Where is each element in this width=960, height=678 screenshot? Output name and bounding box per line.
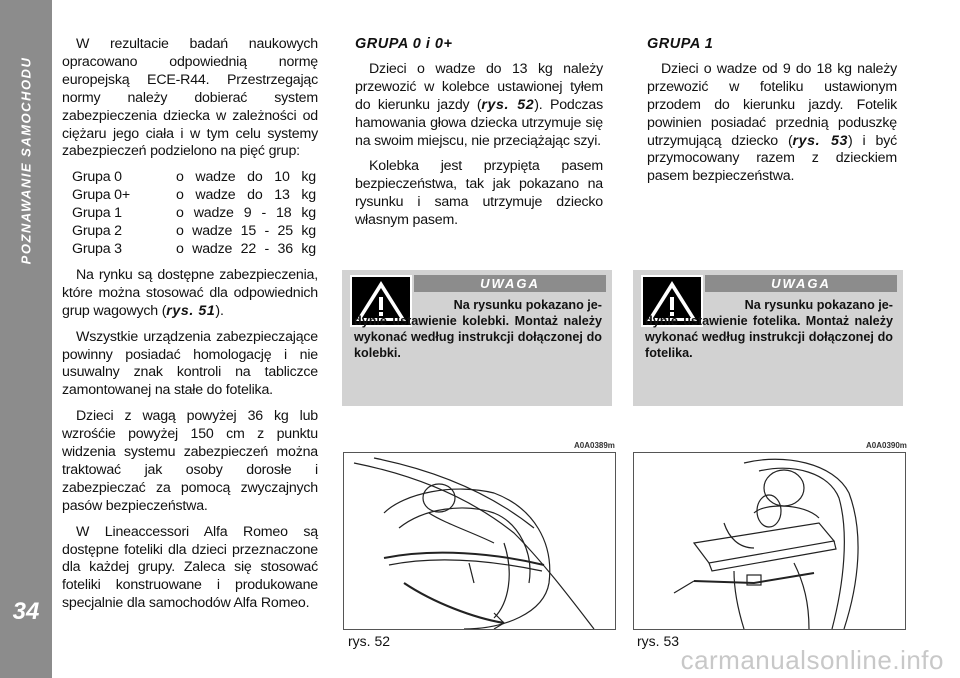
figure-code: A0A0390m — [866, 441, 907, 450]
figure-caption: rys. 53 — [637, 633, 680, 649]
group-row — [72, 169, 316, 187]
group-range: o wadze 22 - 36 kg — [176, 240, 316, 257]
group-name: Grupa 0 — [72, 169, 122, 186]
group1-paragraph: Dzieci o wadze od 9 do 18 kg należy przewozić w foteliku ustawionym przodem do kierunku jazdy. Fotelik powinien posiadać przednią poduszkę utrzymującą dziecko (rys. 53) i być przymocowany razem z dzieckiem pasem bezpieczeństwa. — [647, 60, 897, 185]
watermark: carmanualsonline.info — [680, 645, 944, 675]
page-number: 34 — [12, 598, 40, 625]
figure-reference: rys. 51 — [166, 302, 216, 319]
group-range: o wadze do 10 kg — [176, 169, 316, 186]
figure-caption: rys. 52 — [348, 633, 391, 649]
text-column-2 — [355, 36, 603, 238]
warning-label: UWAGA — [414, 275, 606, 292]
group-row — [72, 205, 316, 223]
group-name: Grupa 0+ — [72, 187, 130, 204]
group-range: o wadze do 13 kg — [176, 187, 316, 204]
warning-text: Na rysunku pokazano je- dynie ustawienie fotelika. Montaż należy wykonać według instrukcji dołączonej do fotelika. — [645, 298, 893, 360]
homologation-paragraph: Wszystkie urządzenia zabezpieczające powinny posiadać homologację i nie usuwalny znak kontroli na tabliczce zamontowanej na stałe do fotelika. — [62, 328, 318, 399]
text-column-3 — [647, 36, 897, 194]
group-row — [72, 223, 316, 241]
lineaccessori-paragraph: W Lineaccessori Alfa Romeo są dostępne foteliki dla dzieci przeznaczone dla każdej grupy. Zaleca się stosować foteliki konstruowane i produkowane specjalnie dla samochodów Alfa Romeo. — [62, 523, 318, 612]
figure-cradle-illustration — [343, 452, 616, 630]
text-column-1 — [62, 36, 318, 621]
section-title: POZNAWANIE SAMOCHODU — [18, 56, 34, 264]
warning-box — [342, 270, 612, 406]
group-name: Grupa 2 — [72, 223, 122, 240]
group-row — [72, 241, 316, 259]
group-name: Grupa 3 — [72, 240, 122, 257]
sidebar — [0, 0, 52, 678]
availability-paragraph: Na rynku są dostępne zabezpieczenia, które można stosować dla odpowiednich grup wagowych (rys. 51). — [62, 266, 318, 319]
warning-box — [633, 270, 903, 406]
figure-code: A0A0389m — [574, 441, 615, 450]
weight-groups-table — [72, 169, 316, 259]
group-row — [72, 187, 316, 205]
intro-paragraph: W rezultacie badań naukowych opracowano odpowiednią normę europejską ECE-R44. Przestrzegając normy należy dobierać system zabezpieczenia dziecka w zależności od ciężaru jego ciała i w tym celu systemy zabezpieczeń podzielono na pięć grup: — [62, 36, 318, 160]
cradle-paragraph: Kolebka jest przypięta pasem bezpieczeństwa, tak jak pokazano na rysunku i sama utrzymuje dziecko własnym pasem. — [355, 158, 603, 229]
figure-reference: rys. 52 — [481, 96, 535, 113]
section-heading: GRUPA 0 i 0+ — [355, 36, 453, 52]
figure-child-seat-illustration — [633, 452, 906, 630]
warning-text: Na rysunku pokazano je- dynie ustawienie kolebki. Montaż należy wykonać według instrukcji dołączonej do kolebki. — [354, 298, 602, 360]
group-name: Grupa 1 — [72, 205, 122, 222]
adult-threshold-paragraph: Dzieci z wagą powyżej 36 kg lub wzrośćie powyżej 150 cm z punktu widzenia systemu zabezpieczeń można traktować jak osoby dorosłe i zabezpieczać za pomocą zwyczajnych pasów bezpieczeństwa. — [62, 408, 318, 514]
section-heading: GRUPA 1 — [647, 36, 714, 52]
group0-paragraph: Dzieci o wadze do 13 kg należy przewozić w kolebce ustawionej tyłem do kierunku jazdy (rys. 52). Podczas hamowania głowa dziecka utrzymuje się na swoim miejscu, nie przeciążając szyi. — [355, 60, 603, 149]
group-range: o wadze 9 - 18 kg — [176, 205, 316, 222]
figure-reference: rys. 53 — [792, 132, 848, 149]
warning-label: UWAGA — [705, 275, 897, 292]
group-range: o wadze 15 - 25 kg — [176, 223, 316, 240]
